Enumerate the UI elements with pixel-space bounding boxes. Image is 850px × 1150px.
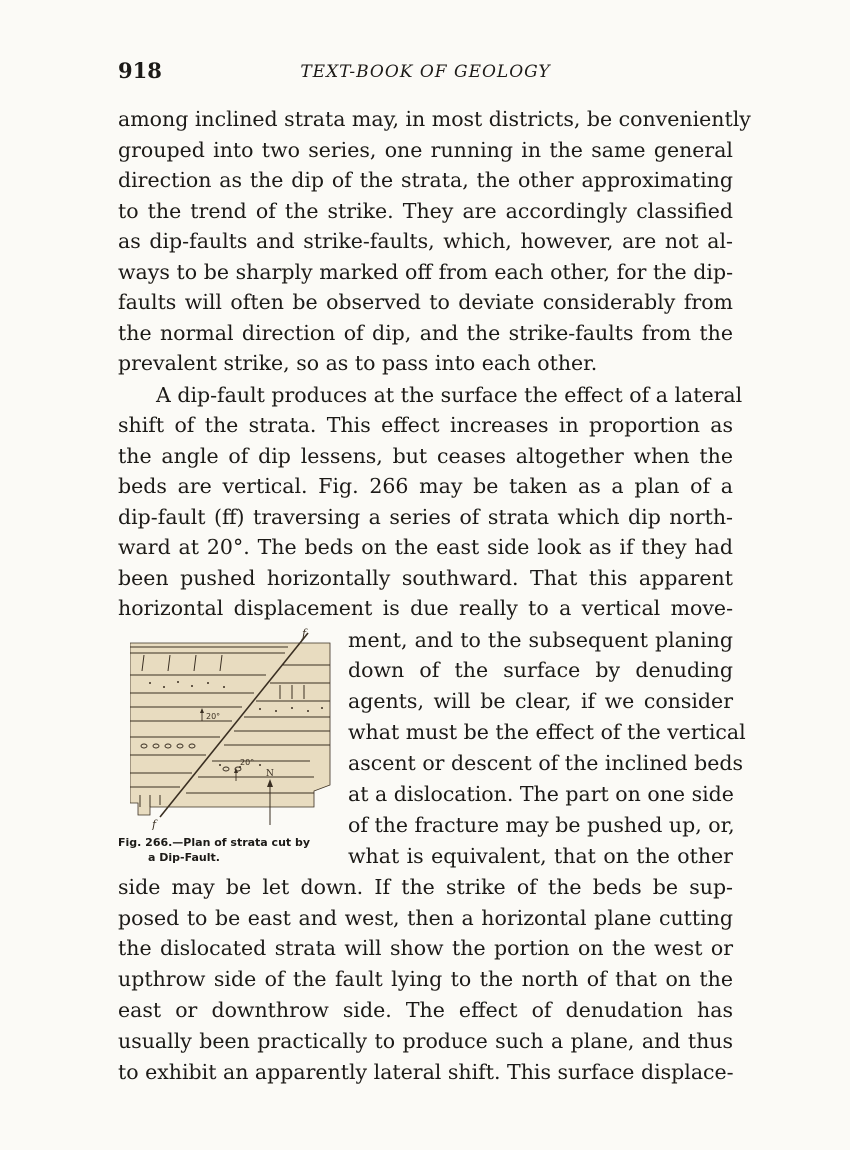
text-line: down of the surface by denuding (348, 658, 733, 682)
text-line: side may be let down. If the strike of the beds be sup- (118, 875, 733, 899)
page-number: 918 (118, 58, 162, 83)
text-line: what must be the effect of the vertical (348, 720, 746, 744)
text-line: A dip-fault produces at the surface the effect of a lateral (156, 383, 743, 407)
fault-label-top: f (302, 627, 307, 640)
caption-line: Fig. 266.—Plan of strata cut by (118, 836, 311, 849)
text-line: ways to be sharply marked off from each other, for the dip- (118, 260, 733, 284)
text-line: shift of the strata. This effect increases in proportion as (118, 413, 733, 437)
text-line: ward at 20°. The beds on the east side look as if they had (118, 535, 733, 559)
text-line: the angle of dip lessens, but ceases altogether when the (118, 444, 733, 468)
figure-caption (118, 835, 340, 865)
running-title: TEXT-BOOK OF GEOLOGY (300, 62, 551, 82)
dip-label: 20° (206, 712, 221, 721)
fault-label-bottom: f (152, 818, 157, 830)
page-header (118, 58, 733, 92)
text-line: to the trend of the strike. They are accordingly classified (118, 199, 733, 223)
text-line: beds are vertical. Fig. 266 may be taken as a plan of a (118, 474, 733, 498)
text-line: to exhibit an apparently lateral shift. This surface displace- (118, 1060, 734, 1084)
text-line: faults will often be observed to deviate considerably from (118, 290, 733, 314)
text-line: east or downthrow side. The effect of denudation has (118, 998, 733, 1022)
text-line: upthrow side of the fault lying to the north of that on the (118, 967, 733, 991)
text-line: at a dislocation. The part on one side (348, 782, 734, 806)
text-line: prevalent strike, so as to pass into each other. (118, 351, 598, 375)
text-line: the dislocated strata will show the portion on the west or (118, 936, 733, 960)
north-label: N (266, 769, 274, 779)
text-line: grouped into two series, one running in the same general (118, 138, 733, 162)
text-line: horizontal displacement is due really to a vertical move- (118, 596, 733, 620)
text-line: of the fracture may be pushed up, or, (348, 813, 735, 837)
caption-line: a Dip-Fault. (148, 851, 220, 864)
text-line: among inclined strata may, in most districts, be conveniently (118, 107, 751, 131)
text-line: what is equivalent, that on the other (348, 844, 733, 868)
text-line: been pushed horizontally southward. That this apparent (118, 566, 733, 590)
text-line: usually been practically to produce such a plane, and thus (118, 1029, 733, 1053)
dip-label: 20° (240, 758, 255, 767)
text-line: as dip-faults and strike-faults, which, however, are not al- (118, 229, 733, 253)
text-line: direction as the dip of the strata, the other approximating (118, 168, 733, 192)
text-line: ascent or descent of the inclined beds (348, 751, 744, 775)
text-line: agents, will be clear, if we consider (348, 689, 733, 713)
text-line: dip-fault (ff) traversing a series of strata which dip north- (118, 505, 733, 529)
dip-fault-plan-illustration (130, 625, 340, 830)
text-line: posed to be east and west, then a horizontal plane cutting (118, 906, 733, 930)
text-line: ment, and to the subsequent planing (348, 628, 733, 652)
text-line: the normal direction of dip, and the strike-faults from the (118, 321, 733, 345)
